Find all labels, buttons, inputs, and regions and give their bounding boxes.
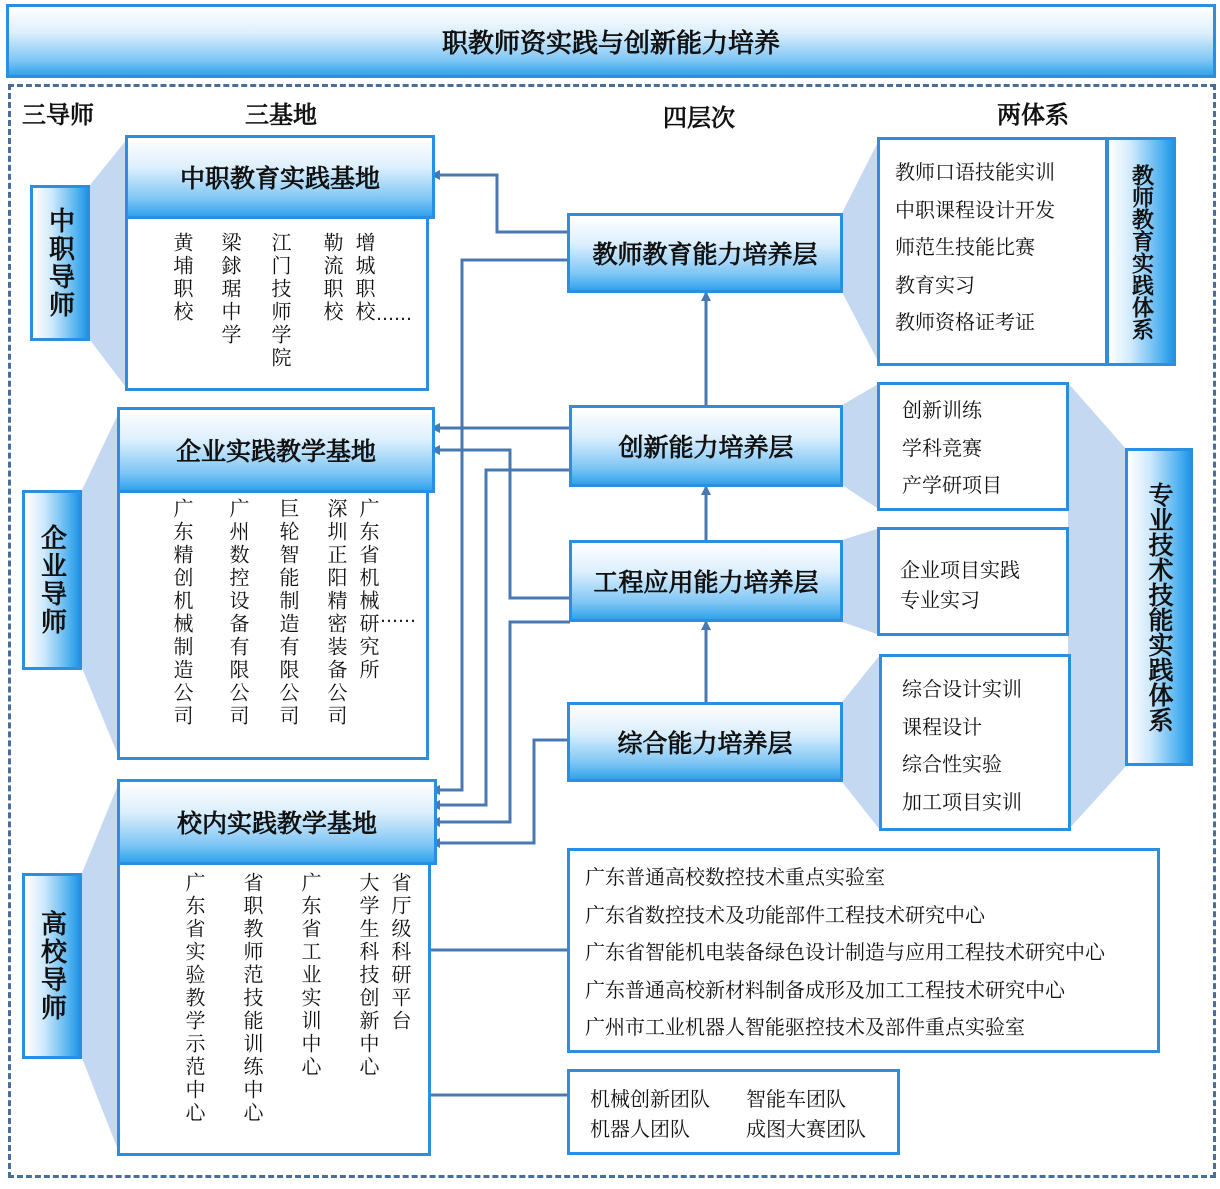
base-item: 黄埔职校 [170, 232, 194, 324]
mentor-enterprise: 企业导师 [22, 490, 82, 670]
arrow-l3-base2 [432, 450, 570, 598]
base-item: 广东精创机械制造公司 [170, 498, 194, 728]
detail-item: 综合设计实训 [902, 677, 1022, 701]
system-link-2 [1068, 383, 1127, 830]
system-teacher-practice: 教师教育实践体系 [1106, 137, 1176, 366]
detail-item: 课程设计 [902, 714, 982, 739]
base-item: 广州数控设备有限公司 [226, 498, 250, 728]
header-levels: 四层次 [663, 104, 735, 132]
detail-item: 产学研项目 [902, 473, 1002, 497]
mentor-link-2 [82, 410, 120, 760]
detail-engineering [877, 527, 1069, 636]
team-item: 智能车团队 [746, 1087, 846, 1111]
detail-item: 中职课程设计开发 [895, 197, 1055, 222]
detail-link-1 [842, 138, 880, 365]
base-item: 广东省工业实训中心 [298, 872, 322, 1079]
mentor-link-3 [82, 780, 120, 1155]
more-indicator: …… [380, 606, 416, 627]
header-systems: 两体系 [997, 101, 1069, 129]
base-item: 增城职校 [352, 232, 376, 324]
base-item: 深圳正阳精密装备公司 [324, 498, 348, 728]
detail-item: 教师资格证考证 [895, 310, 1035, 334]
header-bases: 三基地 [245, 101, 317, 129]
platform-item: 广州市工业机器人智能驱控技术及部件重点实验室 [585, 1015, 1025, 1039]
team-item: 机器人团队 [590, 1117, 690, 1141]
detail-item: 教育实习 [895, 272, 975, 297]
diagram-title: 职教师资实践与创新能力培养 [6, 4, 1216, 78]
level-comprehensive: 综合能力培养层 [567, 702, 843, 782]
base-secondary-vocational [125, 135, 429, 391]
platform-item: 广东普通高校新材料制备成形及加工工程技术研究中心 [585, 977, 1065, 1002]
base-item: 勒流职校 [320, 232, 344, 324]
base-item: 大学生科技创新中心 [356, 872, 380, 1079]
base-title: 企业实践教学基地 [117, 407, 435, 493]
base-item: 巨轮智能制造有限公司 [276, 498, 300, 728]
platform-item: 广东省智能机电装备绿色设计制造与应用工程技术研究中心 [585, 940, 1105, 964]
detail-item: 企业项目实践 [900, 558, 1020, 582]
detail-item: 学科竞赛 [902, 435, 982, 460]
detail-item: 专业实习 [900, 588, 980, 612]
header-mentors: 三导师 [22, 101, 94, 129]
platform-item: 广东普通高校数控技术重点实验室 [585, 865, 885, 889]
detail-item: 加工项目实训 [902, 789, 1022, 814]
base-item: 广东省机械研究所 [356, 498, 380, 682]
system-professional-practice: 专业技术技能实践体系 [1125, 448, 1193, 766]
arrow-l1-base1 [432, 175, 568, 232]
detail-innovation [877, 382, 1069, 511]
more-indicator: …… [376, 304, 412, 325]
detail-item: 创新训练 [902, 398, 982, 422]
base-item: 梁銶琚中学 [218, 232, 242, 347]
base-title: 校内实践教学基地 [117, 779, 437, 865]
platform-item: 广东省数控技术及功能部件工程技术研究中心 [585, 902, 985, 927]
detail-link-4 [842, 655, 880, 830]
detail-link-3 [842, 528, 880, 635]
detail-item: 教师口语技能实训 [895, 160, 1055, 184]
mentor-link-1 [90, 138, 128, 390]
base-campus [117, 779, 431, 1156]
detail-item: 师范生技能比赛 [895, 235, 1035, 259]
arrow-l3-base3 [432, 622, 570, 822]
level-innovation: 创新能力培养层 [569, 405, 843, 487]
base-title: 中职教育实践基地 [125, 135, 435, 219]
level-teacher-education: 教师教育能力培养层 [567, 213, 843, 293]
arrow-l2-base3 [432, 470, 570, 805]
level-engineering-application: 工程应用能力培养层 [569, 540, 843, 622]
base-item: 广东省实验教学示范中心 [182, 872, 206, 1125]
base-item: 江门技师学院 [268, 232, 292, 370]
team-item: 机械创新团队 [590, 1087, 710, 1111]
detail-link-2 [842, 383, 880, 510]
platforms-box [567, 848, 1160, 1053]
mentor-university: 高校导师 [22, 873, 82, 1059]
base-item: 省厅级科研平台 [388, 872, 412, 1033]
detail-teacher-education [877, 137, 1108, 366]
team-item: 成图大赛团队 [746, 1117, 866, 1141]
arrow-l1-base3 [432, 260, 568, 790]
teams-box [567, 1069, 900, 1155]
mentor-secondary-vocational: 中职导师 [30, 185, 90, 341]
detail-item: 综合性实验 [902, 752, 1002, 776]
base-item: 省职教师范技能训练中心 [240, 872, 264, 1125]
base-enterprise [117, 407, 429, 760]
detail-comprehensive [879, 654, 1071, 831]
